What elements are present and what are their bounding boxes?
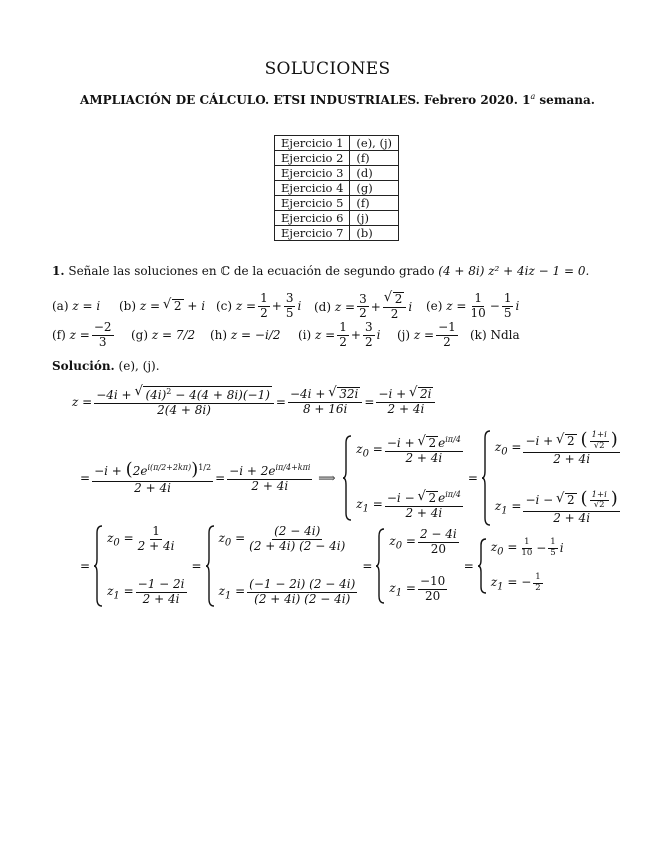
exercise-cell: Ejercicio 4: [275, 181, 350, 196]
option-label: (i): [298, 328, 312, 343]
option-a: (a) z = i: [52, 299, 101, 313]
option-label: (j): [397, 328, 411, 343]
problem-statement: [52, 264, 589, 278]
table-row: [275, 196, 399, 211]
option-label: (h): [210, 328, 228, 342]
solution-heading: [52, 359, 160, 373]
page-subtitle: [0, 92, 655, 107]
solution-equation-3: = $z_0$ = $\frac{1}{2 + 4i}$ $z_1$ = $\frac{-1 - 2i}{2 + 4i}$ = $z_0$ = $\frac{(2 - 4i)}{(2 + 4i) (2 - 4i)}$ $z_1$ = $\frac{(-1 - 2i) (2 - 4i)}{(2 + 4i) (2 - 4i)}$ = $z_0$ = $\frac{2 - 4i}{20}$ $z_1$ = $\frac{-10}{20}$ = $z_0$ = $\frac{1}{10}$ − $\frac{1}{5}$ i $z_1$ = − $\frac{1}{2}$: [80, 524, 564, 607]
table-row: [275, 181, 399, 196]
exercise-cell: Ejercicio 3: [275, 166, 350, 181]
option-c: (c) z = $\frac{1}{2}$ + $\frac{3}{5}$ i: [216, 291, 302, 320]
option-h: (h) z = −i/2: [210, 328, 281, 342]
answer-cell: (g): [350, 181, 399, 196]
table-row: [275, 136, 399, 151]
solution-answer: (e), (j).: [114, 359, 160, 373]
answer-cell: (j): [350, 211, 399, 226]
exercise-cell: Ejercicio 7: [275, 226, 350, 241]
system-brace-2: $z_0$ = −i + √ 2 ( $\frac{1+i}{√2}$ ) 2 + 4i $z_1$ = −i − √ 2 ( $\frac{1+i}{√2}$ ) 2 + 4i: [481, 430, 622, 526]
system-brace-4: $z_0$ = $\frac{(2 - 4i)}{(2 + 4i) (2 - 4i)}$ $z_1$ = $\frac{(-1 - 2i) (2 - 4i)}{(2 + 4i) (2 - 4i)}$: [205, 525, 360, 607]
option-label: (e): [426, 299, 443, 314]
system-brace-3: $z_0$ = $\frac{1}{2 + 4i}$ $z_1$ = $\frac{-1 - 2i}{2 + 4i}$: [93, 525, 188, 607]
option-f: (f) z = $\frac{-2}{3}$: [52, 320, 112, 349]
solution-equation-1: z = $\frac{-4i + √ (4i)^2 - 4(4 + 8i)(-1)}{2(4 + 8i)}$ = $\frac{-4i + √ 32i}{8 + 16i}$ = $\frac{-i + √ 2i}{2 + 4i}$: [72, 386, 437, 418]
system-brace-1: $z_0$ = $\frac{-i + √ 2 e^{i\pi/4}}{2 + 4i}$ $z_1$ = $\frac{-i - √ 2 e^{i\pi/4}}{2 + 4i}$: [342, 435, 465, 521]
option-d: (d) z = $\frac{3}{2}$ + √ $\frac{2}{2}$ i: [314, 292, 412, 322]
subtitle-superscript: a: [530, 92, 536, 101]
option-label: (a): [52, 299, 69, 313]
option-label: (k) Ndla: [470, 328, 520, 342]
table-row: [275, 211, 399, 226]
system-brace-6: $z_0$ = $\frac{1}{10}$ − $\frac{1}{5}$ i $z_1$ = − $\frac{1}{2}$: [477, 538, 564, 594]
exercise-cell: Ejercicio 2: [275, 151, 350, 166]
option-g: (g) z = 7/2: [131, 328, 196, 342]
subtitle-end: semana.: [535, 93, 595, 107]
answers-table: [274, 135, 399, 241]
system-brace-5: $z_0$ = $\frac{2 - 4i}{20}$ $z_1$ = $\frac{-10}{20}$: [375, 528, 460, 604]
answer-cell: (f): [350, 151, 399, 166]
subtitle-main: AMPLIACIÓN DE CÁLCULO. ETSI INDUSTRIALES. Febrero 2020. 1: [80, 93, 531, 107]
option-e: (e) z = $\frac{1}{10}$ − $\frac{1}{5}$ i: [426, 291, 520, 320]
option-label: (d): [314, 299, 332, 314]
option-label: (f): [52, 328, 66, 343]
problem-number: 1.: [52, 264, 65, 278]
option-label: (c): [216, 299, 233, 314]
exercise-cell: Ejercicio 5: [275, 196, 350, 211]
problem-text: Señale las soluciones en ℂ de la ecuación de segundo grado: [64, 264, 439, 278]
page-title: SOLUCIONES: [264, 59, 391, 79]
exercise-cell: Ejercicio 1: [275, 136, 350, 151]
problem-equation: (4 + 8i) z² + 4iz − 1 = 0.: [438, 264, 590, 278]
table-row: [275, 226, 399, 241]
option-label: (g): [131, 328, 149, 342]
table-row: [275, 151, 399, 166]
exercise-cell: Ejercicio 6: [275, 211, 350, 226]
table-row: [275, 166, 399, 181]
option-k: [470, 328, 520, 342]
solution-label: Solución.: [52, 359, 115, 373]
option-j: (j) z = $\frac{-1}{2}$: [397, 320, 456, 349]
option-label: (b): [119, 299, 137, 314]
answer-cell: (e), (j): [350, 136, 399, 151]
option-i: (i) z = $\frac{1}{2}$ + $\frac{3}{2}$ i: [298, 320, 381, 349]
answer-cell: (d): [350, 166, 399, 181]
solution-equation-2: = $\frac{-i + (2e^{i(\pi/2+2k\pi)})^{1/2}}{2 + 4i}$ = $\frac{-i + 2e^{i\pi/4+k\pi i}}{2 + 4i}$ ⟹ $z_0$ = $\frac{-i + √ 2 e^{i\pi/4}}{2 + 4i}$ $z_1$ = $\frac{-i - √ 2 e^{i\pi/4}}{2 + 4i}$ = $z_0$ = −i + √ 2 ( $\frac{1+i}{√2}$ ) 2 + 4i $z_1$ = −i − √ 2 ( $\frac{1+i}{√2}$ ) 2 + 4i: [80, 430, 625, 526]
answer-cell: (f): [350, 196, 399, 211]
option-b: (b) z = √ 2 + i: [119, 299, 205, 314]
answer-cell: (b): [350, 226, 399, 241]
